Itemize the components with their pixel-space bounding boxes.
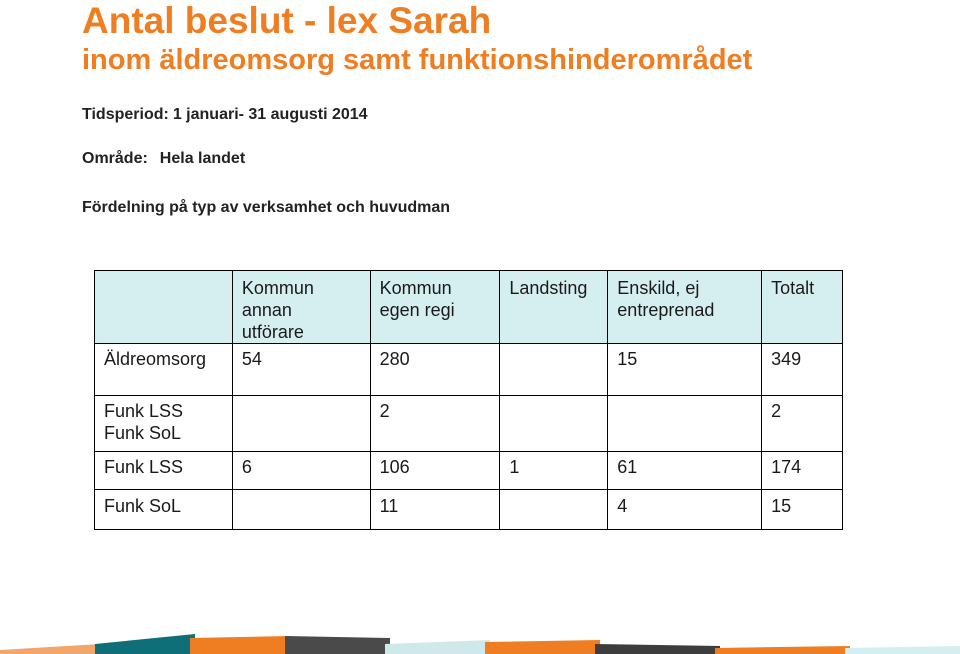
- table-cell: [500, 490, 608, 530]
- table-cell: 349: [762, 344, 843, 396]
- table-cell: Funk LSS Funk SoL: [95, 396, 233, 452]
- header-cell: Enskild, ej entreprenad: [608, 271, 762, 344]
- table-cell: [500, 344, 608, 396]
- header-cell: Landsting: [500, 271, 608, 344]
- footer-band-segment: [0, 644, 100, 654]
- table-cell: 61: [608, 452, 762, 490]
- footer-band-segment: [485, 640, 600, 654]
- area-label: Område:: [82, 150, 148, 167]
- table-cell: Äldreomsorg: [95, 344, 233, 396]
- table-header-row: [95, 271, 843, 344]
- table-cell: 15: [762, 490, 843, 530]
- table-row: [95, 344, 843, 396]
- table-cell: 2: [762, 396, 843, 452]
- table-cell: 280: [370, 344, 500, 396]
- table-cell: 15: [608, 344, 762, 396]
- table-cell: Funk SoL: [95, 490, 233, 530]
- table-cell: 106: [370, 452, 500, 490]
- area-value: Hela landet: [159, 150, 246, 167]
- footer-band-segment: [285, 636, 390, 654]
- table-cell: 11: [370, 490, 500, 530]
- footer-band-segment: [385, 640, 490, 654]
- time-period-label: Tidsperiod:: [82, 106, 169, 123]
- footer-color-band: [0, 630, 960, 654]
- footer-band-segment: [190, 636, 290, 654]
- table-cell: [608, 396, 762, 452]
- table-cell: 1: [500, 452, 608, 490]
- header-cell: Totalt: [762, 271, 843, 344]
- footer-band-segment: [95, 634, 195, 654]
- table-cell: [232, 396, 370, 452]
- footer-band-segment: [845, 646, 960, 654]
- table-row: [95, 396, 843, 452]
- table-row: [95, 490, 843, 530]
- header-cell: [95, 271, 233, 344]
- table-cell: [232, 490, 370, 530]
- table-cell: [500, 396, 608, 452]
- table-cell: 6: [232, 452, 370, 490]
- time-period: [82, 106, 368, 124]
- table-row: [95, 452, 843, 490]
- page-title: Antal beslut - lex Sarah: [82, 0, 492, 41]
- header-cell: Kommun egen regi: [370, 271, 500, 344]
- decisions-table: [94, 270, 843, 530]
- time-period-value: 1 januari- 31 augusti 2014: [172, 106, 368, 123]
- area: [82, 150, 245, 168]
- distribution-heading: Fördelning på typ av verksamhet och huvudman: [82, 199, 451, 216]
- footer-band-segment: [595, 644, 720, 654]
- table-cell: 2: [370, 396, 500, 452]
- footer-band-segment: [715, 646, 850, 654]
- header-cell: Kommun annan utförare: [232, 271, 370, 344]
- page-subtitle: inom äldreomsorg samt funktionshinderområdet: [82, 44, 753, 76]
- table-cell: 54: [232, 344, 370, 396]
- table-cell: 174: [762, 452, 843, 490]
- table-cell: 4: [608, 490, 762, 530]
- table-cell: Funk LSS: [95, 452, 233, 490]
